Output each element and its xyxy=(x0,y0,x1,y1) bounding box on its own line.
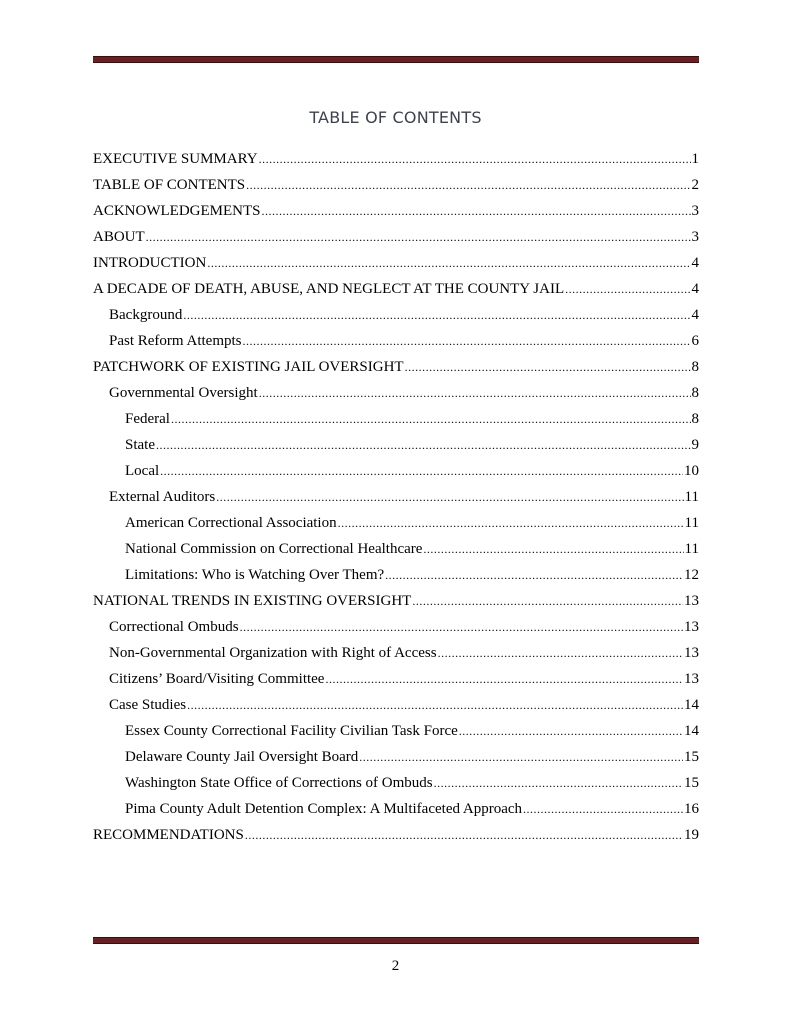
toc-entry-page: 13 xyxy=(684,671,699,687)
toc-entry-page: 15 xyxy=(684,749,699,765)
toc-entry-label: State xyxy=(125,437,155,453)
toc-entry[interactable] xyxy=(93,538,699,564)
toc-entry-label: TABLE OF CONTENTS xyxy=(93,177,246,193)
toc-entry-label: Limitations: Who is Watching Over Them? xyxy=(125,567,385,583)
toc-entry[interactable] xyxy=(93,252,699,278)
toc-entry[interactable] xyxy=(93,434,699,460)
dot-leader xyxy=(240,616,683,638)
toc-entry-label: Past Reform Attempts xyxy=(109,333,242,349)
dot-leader xyxy=(216,486,683,508)
dot-leader xyxy=(171,408,691,430)
toc-entry-page: 19 xyxy=(684,827,699,843)
dot-leader xyxy=(523,798,683,820)
dot-leader xyxy=(259,382,691,404)
toc-entry-label: Pima County Adult Detention Complex: A Multifaceted Approach xyxy=(125,801,523,817)
toc-entry-label: Citizens’ Board/Visiting Committee xyxy=(109,671,325,687)
toc-entry-label: Essex County Correctional Facility Civilian Task Force xyxy=(125,723,458,739)
toc-entry-page: 1 xyxy=(691,151,699,167)
toc-entry-label: PATCHWORK OF EXISTING JAIL OVERSIGHT xyxy=(93,359,404,375)
toc-entry-page: 9 xyxy=(691,437,699,453)
toc-entry[interactable] xyxy=(93,200,699,226)
toc-entry-page: 4 xyxy=(691,281,699,297)
toc-entry-label: Washington State Office of Corrections of Ombuds xyxy=(125,775,433,791)
toc-entry[interactable] xyxy=(93,746,699,772)
toc-entry[interactable] xyxy=(93,356,699,382)
dot-leader xyxy=(438,642,683,664)
toc-entry-label: EXECUTIVE SUMMARY xyxy=(93,151,258,167)
toc-entry[interactable] xyxy=(93,460,699,486)
toc-entry-page: 8 xyxy=(691,359,699,375)
toc-entry-label: INTRODUCTION xyxy=(93,255,207,271)
dot-leader xyxy=(245,824,683,846)
page-title: TABLE OF CONTENTS xyxy=(309,108,482,127)
toc-entry-page: 14 xyxy=(684,723,699,739)
toc-entry[interactable] xyxy=(93,174,699,200)
toc-entry-page: 14 xyxy=(684,697,699,713)
toc-entry-page: 13 xyxy=(684,645,699,661)
toc-entry-label: Federal xyxy=(125,411,170,427)
dot-leader xyxy=(359,746,683,768)
toc-entry-page: 15 xyxy=(684,775,699,791)
footer-rule xyxy=(93,937,699,944)
table-of-contents xyxy=(93,148,699,850)
toc-entry-page: 11 xyxy=(684,541,699,557)
toc-entry-page: 6 xyxy=(691,333,699,349)
toc-entry[interactable] xyxy=(93,486,699,512)
toc-entry-page: 3 xyxy=(691,203,699,219)
page-number: 2 xyxy=(391,958,400,974)
dot-leader xyxy=(246,174,690,196)
toc-entry-page: 10 xyxy=(684,463,699,479)
toc-entry[interactable] xyxy=(93,226,699,252)
toc-entry-label: RECOMMENDATIONS xyxy=(93,827,244,843)
toc-entry-label: Background xyxy=(109,307,183,323)
toc-entry[interactable] xyxy=(93,512,699,538)
toc-entry-page: 13 xyxy=(684,619,699,635)
toc-entry[interactable] xyxy=(93,616,699,642)
toc-entry-label: ACKNOWLEDGEMENTS xyxy=(93,203,261,219)
dot-leader xyxy=(412,590,683,612)
toc-entry-label: Non-Governmental Organization with Right of Access xyxy=(109,645,437,661)
toc-entry[interactable] xyxy=(93,382,699,408)
dot-leader xyxy=(325,668,683,690)
dot-leader xyxy=(259,148,691,170)
toc-entry-label: Correctional Ombuds xyxy=(109,619,239,635)
toc-entry-page: 4 xyxy=(691,255,699,271)
toc-entry[interactable] xyxy=(93,148,699,174)
toc-entry[interactable] xyxy=(93,330,699,356)
dot-leader xyxy=(565,278,690,300)
toc-entry[interactable] xyxy=(93,408,699,434)
dot-leader xyxy=(434,772,683,794)
dot-leader xyxy=(405,356,691,378)
toc-entry[interactable] xyxy=(93,720,699,746)
toc-entry[interactable] xyxy=(93,694,699,720)
toc-entry[interactable] xyxy=(93,278,699,304)
toc-entry[interactable] xyxy=(93,772,699,798)
toc-entry[interactable] xyxy=(93,798,699,824)
dot-leader xyxy=(423,538,683,560)
toc-entry[interactable] xyxy=(93,304,699,330)
toc-entry-label: External Auditors xyxy=(109,489,216,505)
toc-entry-label: Governmental Oversight xyxy=(109,385,258,401)
toc-entry-label: National Commission on Correctional Healthcare xyxy=(125,541,423,557)
toc-entry-page: 11 xyxy=(684,489,699,505)
toc-entry-label: NATIONAL TRENDS IN EXISTING OVERSIGHT xyxy=(93,593,412,609)
dot-leader xyxy=(187,694,683,716)
dot-leader xyxy=(183,304,690,326)
toc-entry[interactable] xyxy=(93,590,699,616)
dot-leader xyxy=(459,720,683,742)
dot-leader xyxy=(338,512,684,534)
toc-entry-page: 8 xyxy=(691,385,699,401)
toc-entry-label: Case Studies xyxy=(109,697,187,713)
toc-entry-label: A DECADE OF DEATH, ABUSE, AND NEGLECT AT THE COUNTY JAIL xyxy=(93,281,565,297)
toc-entry-page: 3 xyxy=(691,229,699,245)
toc-entry-page: 11 xyxy=(684,515,699,531)
dot-leader xyxy=(385,564,683,586)
dot-leader xyxy=(160,460,683,482)
toc-entry-page: 13 xyxy=(684,593,699,609)
toc-entry-page: 12 xyxy=(684,567,699,583)
toc-entry-page: 8 xyxy=(691,411,699,427)
toc-entry-page: 16 xyxy=(684,801,699,817)
toc-entry-label: ABOUT xyxy=(93,229,145,245)
toc-entry-label: Delaware County Jail Oversight Board xyxy=(125,749,359,765)
dot-leader xyxy=(261,200,690,222)
dot-leader xyxy=(156,434,691,456)
toc-entry-page: 2 xyxy=(691,177,699,193)
toc-entry-label: American Correctional Association xyxy=(125,515,337,531)
dot-leader xyxy=(243,330,691,352)
toc-entry[interactable] xyxy=(93,642,699,668)
toc-entry-label: Local xyxy=(125,463,160,479)
dot-leader xyxy=(207,252,690,274)
toc-entry[interactable] xyxy=(93,824,699,850)
dot-leader xyxy=(146,226,691,248)
header-rule xyxy=(93,56,699,63)
toc-entry-page: 4 xyxy=(691,307,699,323)
toc-entry[interactable] xyxy=(93,668,699,694)
toc-entry[interactable] xyxy=(93,564,699,590)
